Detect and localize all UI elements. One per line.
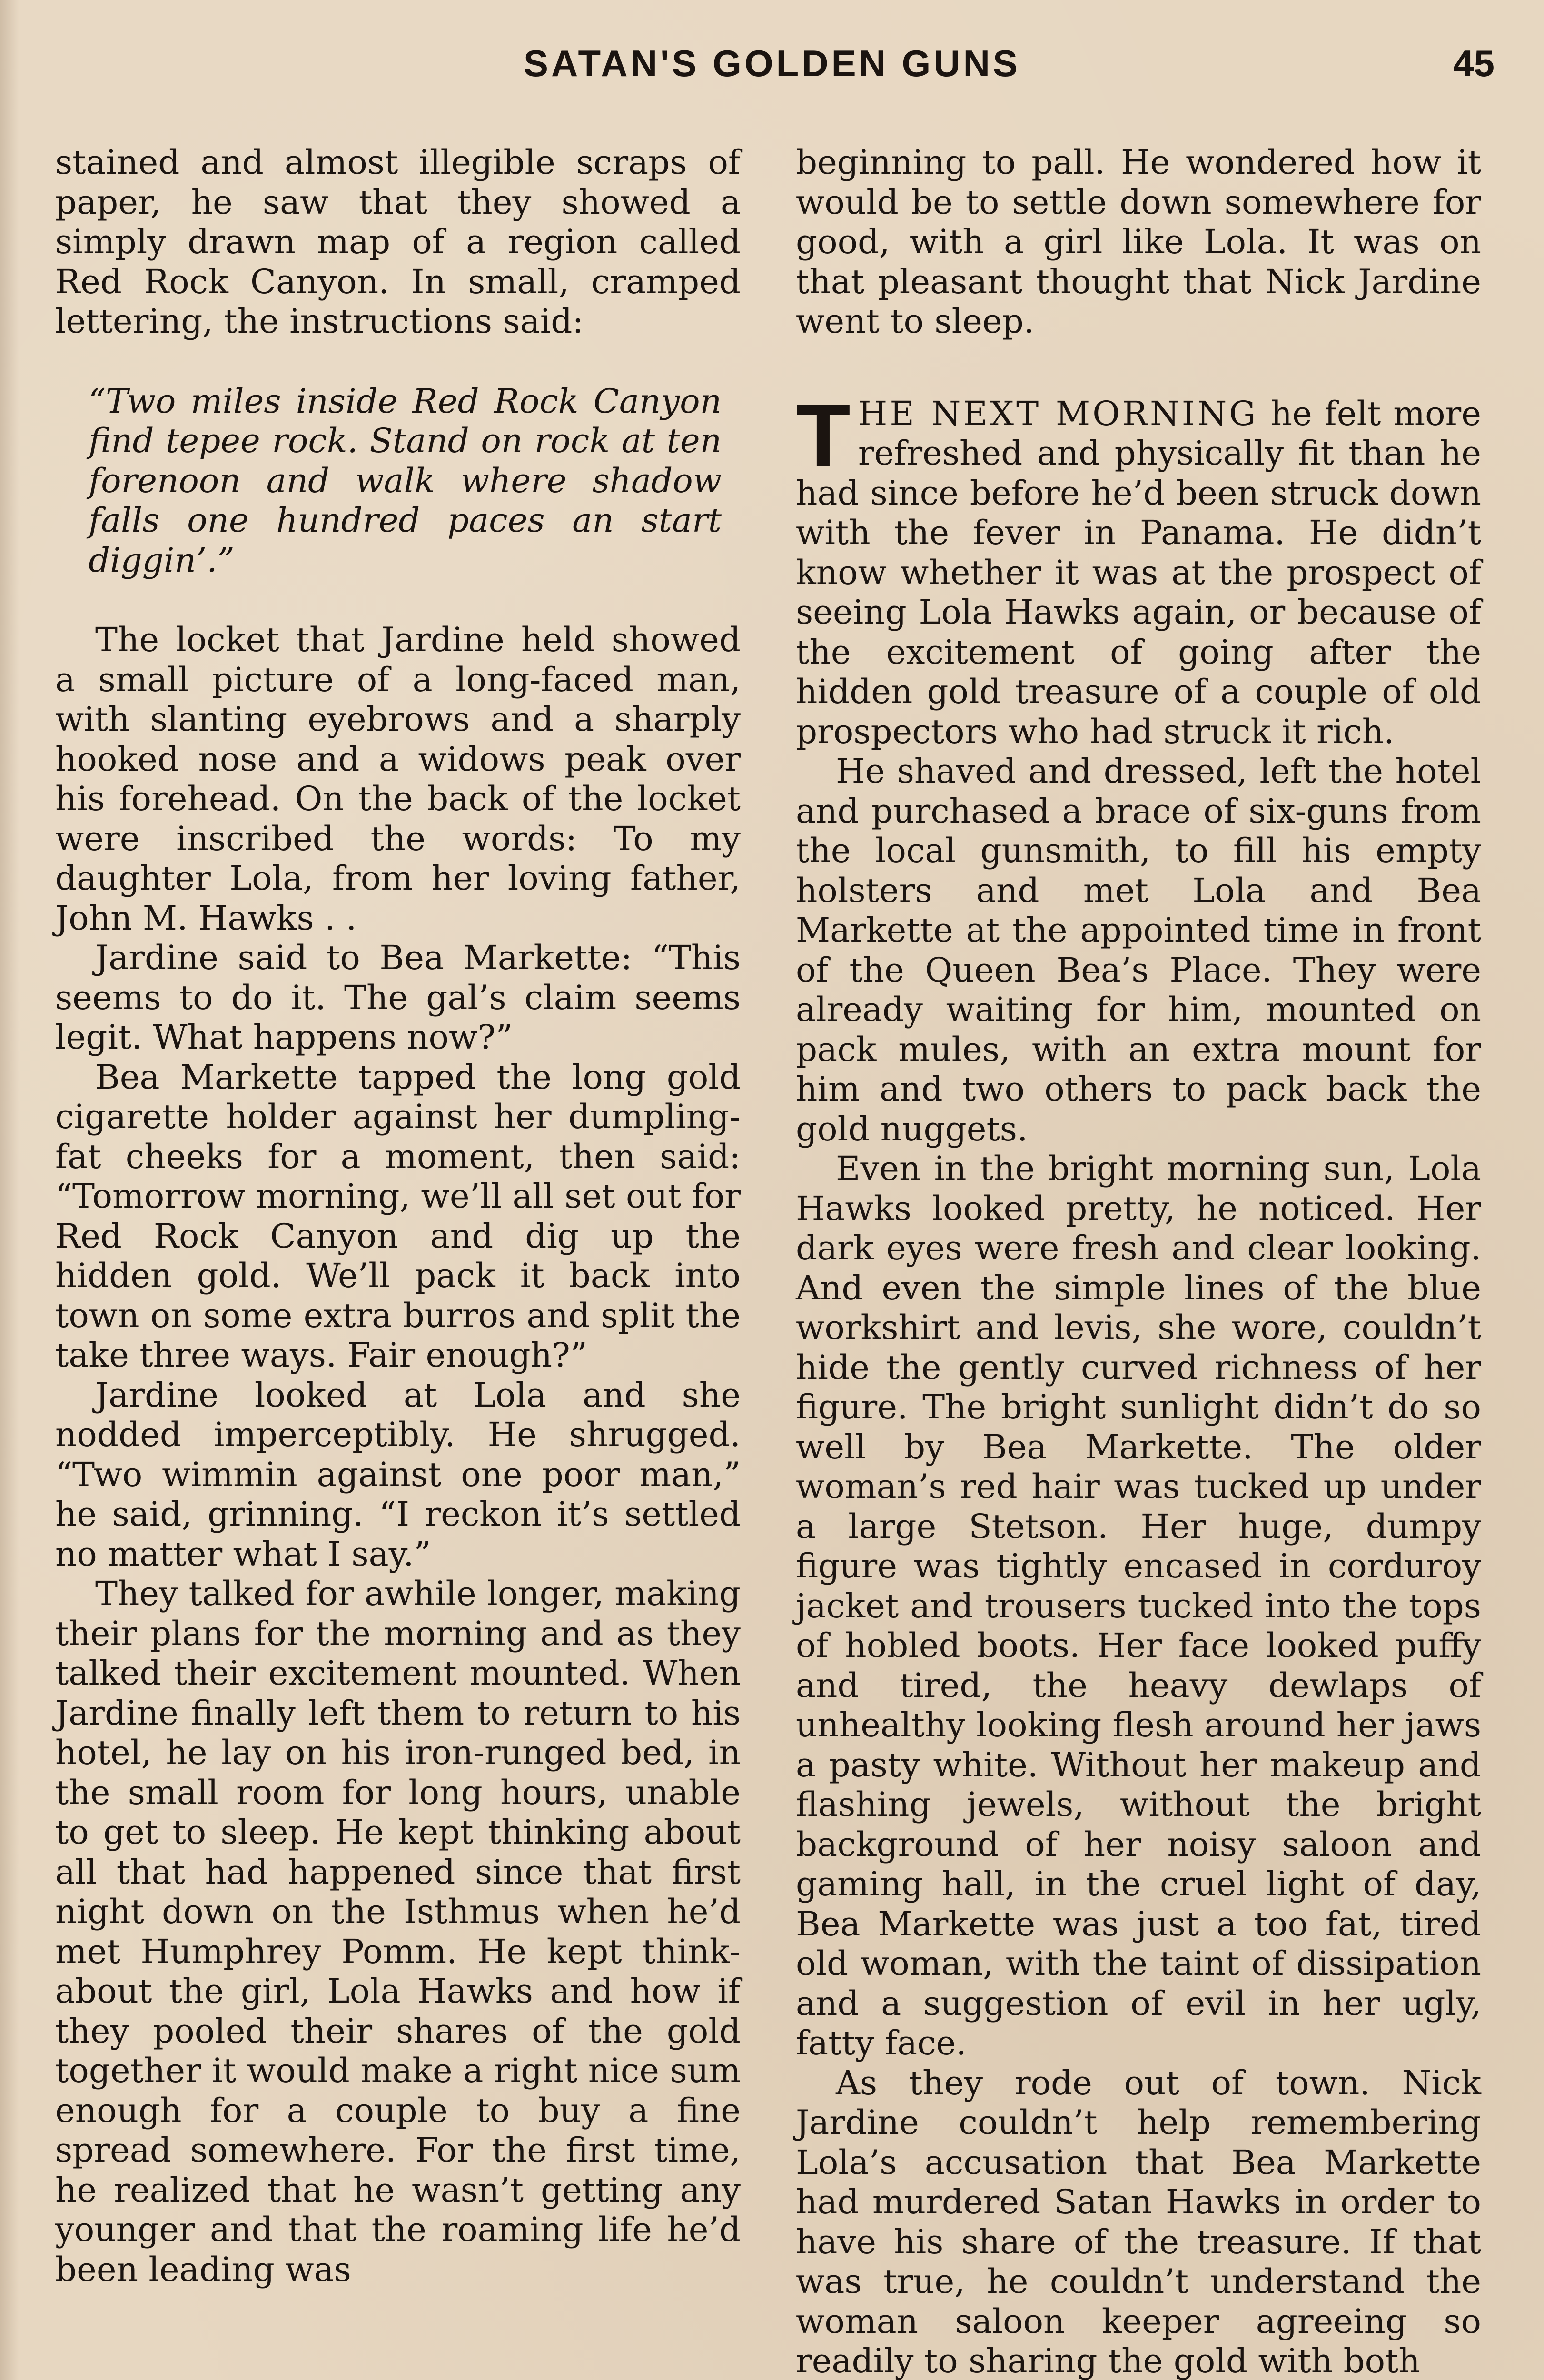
page-edge-shadow [0, 0, 19, 2380]
drop-cap: T [796, 385, 851, 486]
left-column [55, 143, 741, 2290]
paragraph-text: he felt more refreshed and physically fit than he had since before he’d been struck down with the fever in Panama. He didn’t know whether it was at the prospect of seeing Lola Hawks again, or because of the excitement of going after the hidden gold treasure of a couple of old prospectors who had struck it rich. [796, 394, 1481, 751]
paragraph: He shaved and dressed, left the hotel and purchased a brace of six-guns from the local gunsmith, to fill his empty holsters and met Lola and Bea Markette at the appointed time in front of the Queen Bea’s Place. They were already waiting for him, mounted on pack mules, with an extra mount for him and two others to pack back the gold nuggets. [796, 752, 1481, 1149]
right-column [796, 143, 1481, 2380]
paragraph: Jardine looked at Lola and she nodded imperceptibly. He shrugged. “Two wimmin against one poor man,” he said, grinning. “I reckon it’s settled no matter what I say.” [55, 1375, 741, 1574]
page-number: 45 [1453, 42, 1495, 84]
lead-in: HE NEXT MORNING [858, 394, 1258, 433]
map-instructions-quote: “Two miles inside Red Rock Canyon find tepee rock. Stand on rock at ten forenoon and walk where shadow falls one hundred paces an start diggin’.” [89, 381, 722, 580]
paragraph: stained and almost illegible scraps of paper, he saw that they showed a simply drawn map of a region called Red Rock Canyon. In small, cramped lettering, the instructions said: [55, 143, 741, 341]
paragraph: As they rode out of town. Nick Jardine couldn’t help remembering Lola’s accusation that Bea Markette had murdered Satan Hawks in order to have his share of the treasure. If that was true, he couldn’t understand the woman saloon keeper agreeing so readily to sharing the gold with both [796, 2063, 1481, 2380]
running-title: SATAN'S GOLDEN GUNS [523, 42, 1021, 84]
page-header [0, 42, 1544, 104]
paragraph: beginning to pall. He wondered how it would be to settle down somewhere for good, with a girl like Lola. It was on that pleasant thought that Nick Jardine went to sleep. [796, 143, 1481, 341]
paragraph: Even in the bright morning sun, Lola Hawks looked pretty, he noticed. Her dark eyes were fresh and clear looking. And even the simple lines of the blue workshirt and levis, she wore, couldn’t hide the gently curved richness of her figure. The bright sunlight didn’t do so well by Bea Markette. The older woman’s red hair was tucked up under a large Stetson. Her huge, dumpy figure was tightly encased in corduroy jacket and trousers tucked into the tops of hobled boots. Her face looked puffy and tired, the heavy dewlaps of unhealthy looking flesh around her jaws a pasty white. Without her makeup and flashing jewels, without the bright background of her noisy saloon and gaming hall, in the cruel light of day, Bea Markette was just a too fat, tired old woman, with the taint of dissipation and a suggestion of evil in her ugly, fatty face. [796, 1149, 1481, 2063]
paragraph: Bea Markette tapped the long gold cigarette holder against her dumpling-fat cheeks for a moment, then said: “Tomorrow morning, we’ll all set out for Red Rock Canyon and dig up the hidden gold. We’ll pack it back into town on some extra burros and split the take three ways. Fair enough?” [55, 1057, 741, 1375]
section-start-paragraph [796, 385, 1481, 752]
paragraph: They talked for awhile longer, making their plans for the morning and as they talked their excitement mounted. When Jardine finally left them to return to his hotel, he lay on his iron-runged bed, in the small room for long hours, unable to get to sleep. He kept thinking about all that had happened since that first night down on the Isthmus when he’d met Humphrey Pomm. He kept think-about the girl, Lola Hawks and how if they pooled their shares of the gold together it would make a right nice sum enough for a couple to buy a fine spread somewhere. For the first time, he realized that he wasn’t getting any younger and that the roaming life he’d been leading was [55, 1574, 741, 2289]
paragraph: Jardine said to Bea Markette: “This seems to do it. The gal’s claim seems legit. What happens now?” [55, 938, 741, 1057]
paragraph: The locket that Jardine held showed a small picture of a long-faced man, with slanting eyebrows and a sharply hooked nose and a widows peak over his forehead. On the back of the locket were inscribed the words: To my daughter Lola, from her loving father, John M. Hawks . . [55, 620, 741, 938]
